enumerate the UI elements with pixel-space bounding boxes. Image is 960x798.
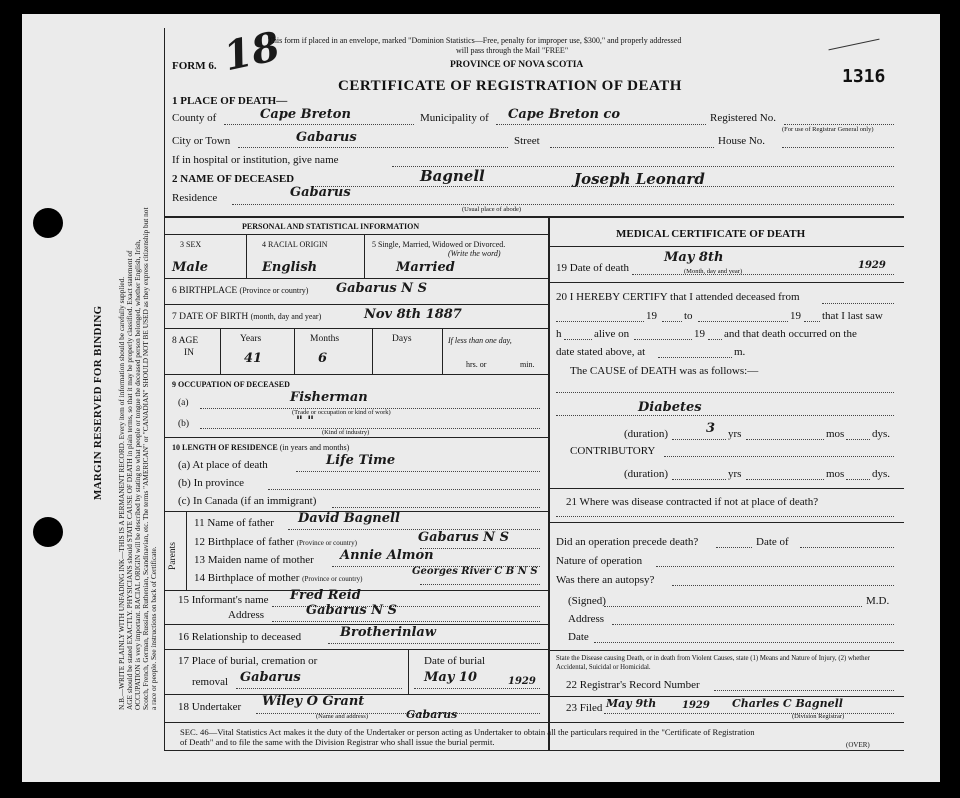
- grid-undertaker-line: [164, 722, 904, 723]
- contracted-label: 21 Where was disease contracted if not at place of death?: [566, 496, 819, 508]
- y19c-label: 19: [694, 328, 705, 340]
- grid-age-line: [164, 374, 548, 375]
- informant-value: Fred Reid: [290, 588, 361, 603]
- doctor-address-label: Address: [568, 613, 605, 625]
- doctor-address-line: [612, 624, 894, 625]
- racial-value: English: [262, 260, 318, 275]
- mother-birthplace-label: [194, 572, 362, 584]
- certify-line: [822, 303, 894, 304]
- grid-center-divider: [548, 216, 550, 750]
- county-label: County of: [172, 112, 217, 124]
- contrib-dys-label: dys.: [872, 468, 891, 480]
- residence-note: (Usual place of abode): [462, 206, 522, 213]
- burial-date-label: Date of burial: [424, 655, 486, 667]
- cause-yrs-label: yrs: [728, 428, 742, 440]
- mother-birthplace-value: Georges River C B N S: [412, 566, 538, 577]
- burial-date-line: [414, 688, 540, 689]
- cause-duration-label: (duration): [624, 428, 668, 440]
- date-stated-label: date stated above, at: [556, 346, 646, 358]
- dob-label: [172, 312, 321, 322]
- relationship-line: [328, 643, 540, 644]
- footer-section-2: of Death" and to file the same with the Division Registrar who shall issue the burial permit.: [180, 737, 495, 747]
- handwritten-mark: 18: [219, 22, 284, 81]
- alive-on-label: alive on: [594, 328, 630, 340]
- industry-line: [200, 428, 540, 429]
- marital-label: 5 Single, Married, Widowed or Divorced.: [372, 240, 506, 249]
- certify-mid-line: [662, 321, 682, 322]
- undertaker-line: [256, 713, 540, 714]
- dob-value: Nov 8th 1887: [364, 307, 462, 322]
- occurred-label: and that death occurred on the: [724, 328, 857, 340]
- grid-age-div4: [442, 328, 443, 374]
- footer-section-1: SEC. 46—Vital Statistics Act makes it the duty of the Undertaker or person acting as Undertaker to obtain all the particulars required in the "Certificate of Registration: [180, 727, 755, 737]
- record-number-label: 22 Registrar's Record Number: [566, 679, 700, 691]
- relationship-value: Brotherinlaw: [340, 625, 437, 640]
- contrib-yrs-label: yrs: [728, 468, 742, 480]
- dob-label-text: 7 DATE OF BIRTH: [172, 312, 249, 322]
- place-of-death-heading: 1 PLACE OF DEATH—: [172, 95, 288, 107]
- contrib-duration-line-1: [672, 479, 726, 480]
- birthplace-label-text: 6 BIRTHPLACE: [172, 286, 238, 296]
- municipality-label: Municipality of: [420, 112, 489, 124]
- autopsy-line: [672, 585, 894, 586]
- house-line: [782, 147, 894, 148]
- filed-date-value: May 9th: [606, 697, 657, 710]
- nature-line: [656, 566, 894, 567]
- length-residence-note: (in years and months): [279, 443, 350, 452]
- margin-instruction-5: a race or people. See instructions on back of Certificate.: [149, 546, 158, 710]
- burial-label: 17 Place of burial, cremation or: [178, 655, 318, 667]
- occupation-label: 9 OCCUPATION OF DECEASED: [172, 380, 290, 389]
- filed-line: [604, 713, 894, 714]
- grid-med-record-line: [548, 696, 904, 697]
- certify-to-line: [698, 321, 788, 322]
- marital-value: Married: [396, 260, 455, 275]
- grid-burial-div: [408, 649, 409, 694]
- cause-label: The CAUSE of DEATH was as follows:—: [570, 365, 759, 377]
- certify-from-line: [556, 321, 644, 322]
- length-residence-heading: [172, 443, 349, 452]
- deceased-label: 2 NAME OF DECEASED: [172, 173, 295, 185]
- operation-line: [716, 547, 752, 548]
- length-residence-label: 10 LENGTH OF RESIDENCE: [172, 443, 278, 452]
- punch-hole-top: [33, 208, 63, 238]
- mother-birthplace-line: [420, 584, 540, 585]
- grid-med-heading-line: [548, 246, 904, 247]
- margin-instruction-2: AGE should be stated EXACTLY. PHYSICIANS should STATE CAUSE OF DEATH in plain terms, so that it may be properly classified. Exact statement of: [125, 250, 134, 710]
- age-years-label: Years: [240, 334, 262, 344]
- cause-line-1: [556, 392, 894, 393]
- frame-bottom: [164, 750, 904, 751]
- operation-label: Did an operation precede death?: [556, 536, 699, 548]
- y19b-label: 19: [790, 310, 801, 322]
- birthplace-label: [172, 286, 308, 296]
- city-line: [238, 147, 508, 148]
- signed-line: [604, 606, 862, 607]
- record-number-line: [714, 690, 894, 691]
- signed-label: (Signed): [568, 595, 606, 607]
- burial-line: [236, 688, 402, 689]
- registrar-note: (Division Registrar): [792, 713, 845, 720]
- age-min-label: min.: [520, 360, 535, 369]
- medical-heading: MEDICAL CERTIFICATE OF DEATH: [616, 228, 806, 240]
- certify-label: 20 I HEREBY CERTIFY that I attended deceased from: [556, 291, 800, 303]
- mother-birthplace-text: 14 Birthplace of mother: [194, 572, 300, 584]
- autopsy-label: Was there an autopsy?: [556, 574, 655, 586]
- street-label: Street: [514, 135, 540, 147]
- certify-h-label: 19: [646, 310, 657, 322]
- undertaker-address-value: Gabarus: [406, 708, 458, 721]
- age-years-value: 41: [244, 351, 263, 366]
- residence-b-label: (b) In province: [178, 477, 244, 489]
- informant-address-value: Gabarus N S: [306, 603, 397, 618]
- death-date-label: 19 Date of death: [556, 262, 629, 274]
- margin-instruction-1: N.B.—WRITE PLAINLY WITH UNFADING INK—THIS IS A PERMANENT RECORD. Every item of information should be carefully supplied.: [117, 276, 126, 710]
- city-value: Gabarus: [296, 130, 357, 145]
- birthplace-value: Gabarus N S: [336, 281, 427, 296]
- burial-date-value: May 10: [424, 670, 477, 685]
- contrib-duration-label: (duration): [624, 468, 668, 480]
- grid-med-certify-line: [548, 488, 904, 489]
- death-date-value: May 8th: [664, 250, 724, 265]
- alive-y-line: [708, 339, 722, 340]
- age-months-value: 6: [318, 351, 328, 366]
- grid-occupation-line: [164, 437, 548, 438]
- age-label: 8 AGE: [172, 336, 199, 346]
- registered-line: [784, 124, 894, 125]
- violent-causes-note: State the Disease causing Death, or in death from Violent Causes, state (1) Means and Nature of Injury, (2) whether Accidental, Suicidal or Homicidal.: [556, 655, 870, 671]
- informant-address-label: Address: [228, 609, 265, 621]
- residence-label: Residence: [172, 192, 218, 204]
- age-less-label: If less than one day,: [448, 336, 512, 345]
- form-number: FORM 6.: [172, 60, 217, 72]
- municipality-line: [496, 124, 706, 125]
- occupation-value: Fisherman: [290, 390, 368, 405]
- grid-sex-line: [164, 278, 548, 279]
- residence-b-line: [268, 489, 540, 490]
- margin-instruction-3: OCCUPATION is very important. RACIAL ORIGIN will be described by stating to what people or tongue the deceased person belonged, whether English, Irish,: [133, 239, 142, 710]
- grid-age-div3: [372, 328, 373, 374]
- age-months-label: Months: [310, 334, 340, 344]
- municipality-value: Cape Breton co: [508, 107, 621, 122]
- father-birthplace-label: [194, 536, 357, 548]
- contributory-line: [664, 456, 894, 457]
- contrib-duration-line-2: [746, 479, 824, 480]
- deceased-surname: Bagnell: [420, 167, 485, 185]
- residence-c-line: [332, 507, 540, 508]
- county-line: [224, 124, 414, 125]
- sex-value: Male: [172, 260, 209, 275]
- contracted-line: [556, 516, 894, 517]
- grid-med-signed-line: [548, 650, 904, 651]
- cause-line-2: [556, 415, 894, 416]
- residence-a-value: Life Time: [326, 453, 396, 468]
- filed-year-value: 1929: [682, 700, 710, 711]
- m-label: m.: [734, 346, 746, 358]
- grid-age-div1: [220, 328, 221, 374]
- personal-heading: PERSONAL AND STATISTICAL INFORMATION: [242, 222, 420, 231]
- alive-on-line: [634, 339, 692, 340]
- grid-age-div2: [294, 328, 295, 374]
- death-year-value: 1929: [858, 260, 886, 271]
- doctor-date-label: Date: [568, 631, 589, 643]
- margin-instruction-4: Scotch, French, German, Russian, Ruthenian, Scandinavian, etc. The terms "AMERICAN" or "CANADIAN" SHOULD NOT BE USED as they express citizenship but not: [141, 207, 150, 710]
- grid-sex-div1: [246, 234, 247, 278]
- contrib-mos-label: mos: [826, 468, 845, 480]
- binding-margin-label: MARGIN RESERVED FOR BINDING: [92, 305, 104, 500]
- to-label: to: [684, 310, 693, 322]
- cause-mos-label: mos: [826, 428, 845, 440]
- certificate-title: CERTIFICATE OF REGISTRATION OF DEATH: [338, 78, 682, 94]
- industry-note: (Kind of industry): [322, 429, 370, 436]
- age-in-label: IN: [184, 348, 195, 358]
- father-label: 11 Name of father: [194, 517, 274, 529]
- father-value: David Bagnell: [298, 511, 400, 526]
- city-label: City or Town: [172, 135, 231, 147]
- age-days-label: Days: [392, 334, 412, 344]
- punch-hole-bottom: [33, 517, 63, 547]
- grid-birthplace-line: [164, 304, 548, 305]
- industry-value: " ": [296, 414, 315, 429]
- md-label: M.D.: [866, 595, 890, 607]
- operation-date-line: [800, 547, 894, 548]
- h-label: h: [556, 328, 562, 340]
- grid-top-line: [164, 216, 904, 218]
- mother-label: 13 Maiden name of mother: [194, 554, 314, 566]
- residence-c-label: (c) In Canada (if an immigrant): [178, 495, 317, 507]
- grid-sex-div2: [364, 234, 365, 278]
- certificate-serial-number: 1316: [842, 66, 886, 87]
- occupation-note: (Trade or occupation or kind of work): [292, 409, 391, 416]
- father-birthplace-value: Gabarus N S: [418, 530, 509, 545]
- racial-label: 4 RACIAL ORIGIN: [262, 240, 328, 249]
- burial-year-value: 1929: [508, 676, 536, 687]
- mother-birthplace-note: (Province or country): [302, 575, 363, 583]
- removal-label: removal: [192, 676, 229, 688]
- informant-label: 15 Informant's name: [178, 594, 269, 606]
- footer-over: (OVER): [846, 741, 870, 749]
- undertaker-value: Wiley O Grant: [262, 694, 365, 709]
- county-value: Cape Breton: [260, 107, 351, 122]
- contributory-label: CONTRIBUTORY: [570, 445, 656, 457]
- certify-to2-line: [804, 321, 820, 322]
- death-date-note: (Month, day and year): [684, 268, 743, 275]
- parents-label: Parents: [168, 542, 178, 570]
- residence-a-label: (a) At place of death: [178, 459, 268, 471]
- contrib-duration-line-3: [846, 479, 870, 480]
- informant-address-line: [272, 621, 540, 622]
- sex-label: 3 SEX: [180, 240, 202, 249]
- residence-a-line: [296, 471, 540, 472]
- occupation-b: (b): [178, 419, 190, 429]
- province-name: PROVINCE OF NOVA SCOTIA: [450, 60, 584, 70]
- mail-notice-1: This form if placed in an envelope, marked "Dominion Statistics—Free, penalty for improper use, $300," and properly addressed: [268, 36, 682, 45]
- grid-med-date-line: [548, 282, 904, 283]
- deceased-given-names: Joseph Leonard: [574, 170, 705, 188]
- grid-med-contract-line: [548, 522, 904, 523]
- cause-duration-value: 3: [706, 421, 716, 436]
- father-birthplace-note: (Province or country): [296, 539, 357, 547]
- mother-value: Annie Almon: [340, 548, 434, 563]
- last-saw-label: that I last saw: [822, 310, 883, 322]
- cause-value: Diabetes: [638, 400, 702, 415]
- burial-place-value: Gabarus: [240, 670, 301, 685]
- father-birthplace-line: [420, 548, 540, 549]
- registered-no-label: Registered No.: [710, 112, 776, 124]
- age-hrs-label: hrs. or: [466, 360, 487, 369]
- dob-note: (month, day and year): [250, 312, 322, 321]
- cause-duration-line-3: [846, 439, 870, 440]
- birthplace-note: (Province or country): [239, 286, 309, 295]
- h-line: [564, 339, 592, 340]
- grid-dob-line: [164, 328, 548, 329]
- undertaker-note: (Name and address): [316, 713, 368, 720]
- father-birthplace-text: 12 Birthplace of father: [194, 536, 294, 548]
- cause-duration-line-2: [746, 439, 824, 440]
- registered-note: (For use of Registrar General only): [782, 126, 874, 133]
- hospital-label: If in hospital or institution, give name: [172, 154, 339, 166]
- relationship-label: 16 Relationship to deceased: [178, 631, 302, 643]
- grid-parents-div: [186, 511, 187, 590]
- grid-heading-line: [164, 234, 548, 235]
- grid-relationship-line: [164, 649, 548, 650]
- residence-line: [232, 204, 894, 205]
- residence-value: Gabarus: [290, 185, 351, 200]
- doctor-date-line: [594, 642, 894, 643]
- date-stated-line: [658, 357, 732, 358]
- frame-left: [164, 28, 165, 750]
- filed-label: 23 Filed: [566, 702, 603, 714]
- nature-label: Nature of operation: [556, 555, 643, 567]
- house-label: House No.: [718, 135, 766, 147]
- mail-notice-2: will pass through the Mail "FREE": [456, 46, 569, 55]
- street-line: [550, 147, 714, 148]
- operation-date-label: Date of: [756, 536, 789, 548]
- cause-dys-label: dys.: [872, 428, 891, 440]
- death-date-line: [632, 274, 894, 275]
- marital-note: (Write the word): [448, 249, 501, 258]
- registrar-signature: Charles C Bagnell: [732, 697, 843, 710]
- undertaker-label: 18 Undertaker: [178, 701, 242, 713]
- cause-duration-line-1: [672, 439, 726, 440]
- occupation-a: (a): [178, 398, 189, 408]
